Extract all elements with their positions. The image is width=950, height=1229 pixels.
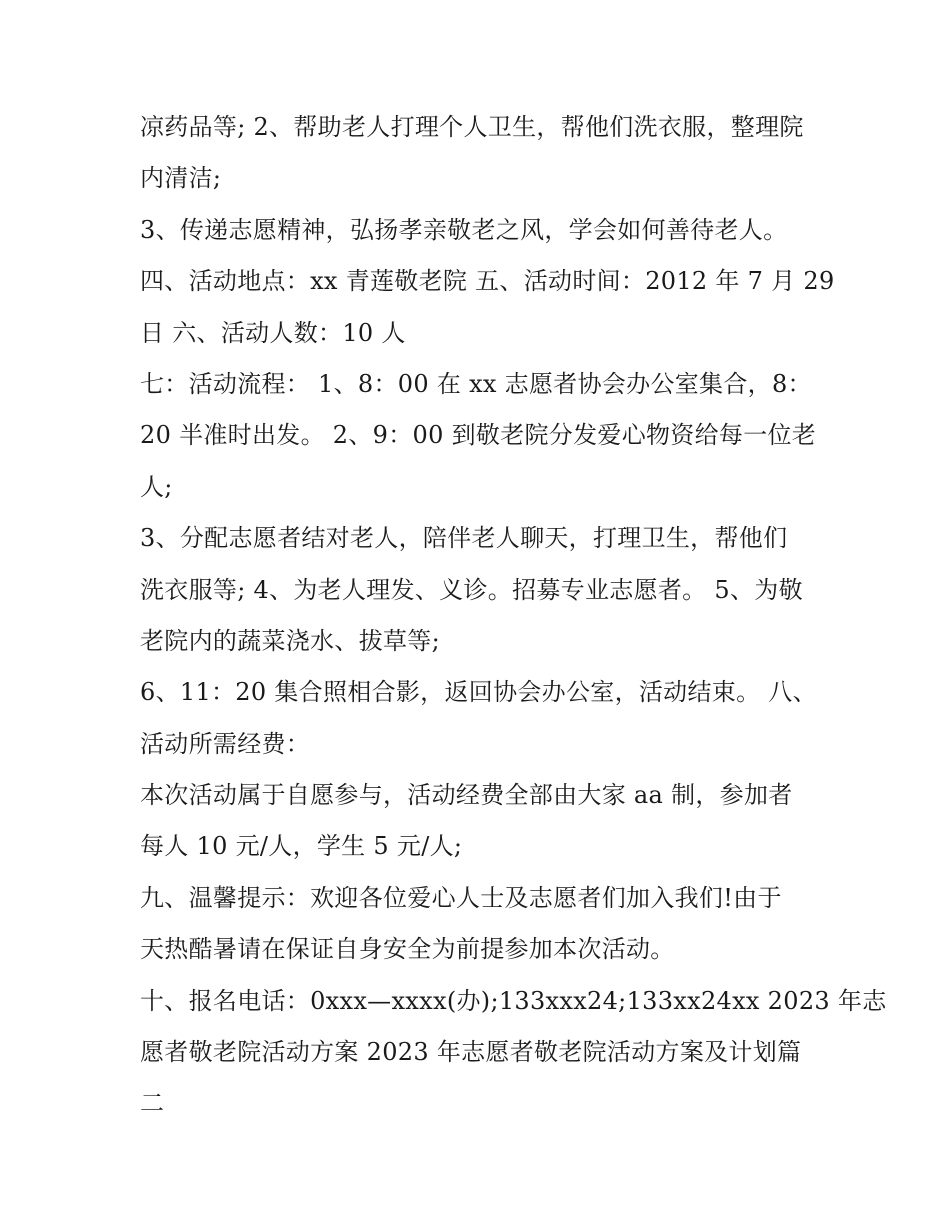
text-line: 十、报名电话：0xxx—xxxx(办);133xxx24;133xx24xx 2023 年志 [140, 986, 887, 1015]
text-line: 凉药品等; 2、帮助老人打理个人卫生，帮他们洗衣服，整理院 [140, 113, 804, 141]
text-line: 七：活动流程： 1、8：00 在 xx 志愿者协会办公室集合，8： [140, 369, 812, 398]
text-line: 6、11：20 集合照相合影，返回协会办公室，活动结束。 八、 [140, 678, 817, 707]
text-line: 3、分配志愿者结对老人，陪伴老人聊天，打理卫生，帮他们 [140, 524, 788, 553]
text-line: 每人 10 元/人，学生 5 元/人; [140, 832, 463, 861]
text-line: 愿者敬老院活动方案 2023 年志愿者敬老院活动方案及计划篇 [140, 1038, 802, 1067]
text-line: 四、活动地点：xx 青莲敬老院 五、活动时间：2012 年 7 月 29 [140, 267, 835, 296]
text-line: 内清洁; [140, 164, 222, 193]
text-line: 活动所需经费： [140, 729, 311, 758]
text-line: 洗衣服等; 4、为老人理发、义诊。招募专业志愿者。 5、为敬 [140, 575, 803, 604]
text-line: 本次活动属于自愿参与，活动经费全部由大家 aa 制，参加者 [140, 781, 793, 810]
text-line: 二 [140, 1089, 165, 1118]
text-line: 20 半准时出发。 2、9：00 到敬老院分发爱心物资给每一位老 [140, 421, 817, 450]
text-line: 3、传递志愿精神，弘扬孝亲敬老之风，学会如何善待老人。 [140, 215, 788, 244]
text-line: 九、温馨提示：欢迎各位爱心人士及志愿者们加入我们!由于 [140, 883, 782, 912]
text-line: 日 六、活动人数：10 人 [140, 318, 406, 347]
text-line: 天热酷暑请在保证自身安全为前提参加本次活动。 [140, 935, 675, 964]
text-line: 老院内的蔬菜浇水、拔草等; [140, 626, 440, 655]
text-line: 人; [140, 472, 173, 501]
document-body [140, 102, 887, 1130]
